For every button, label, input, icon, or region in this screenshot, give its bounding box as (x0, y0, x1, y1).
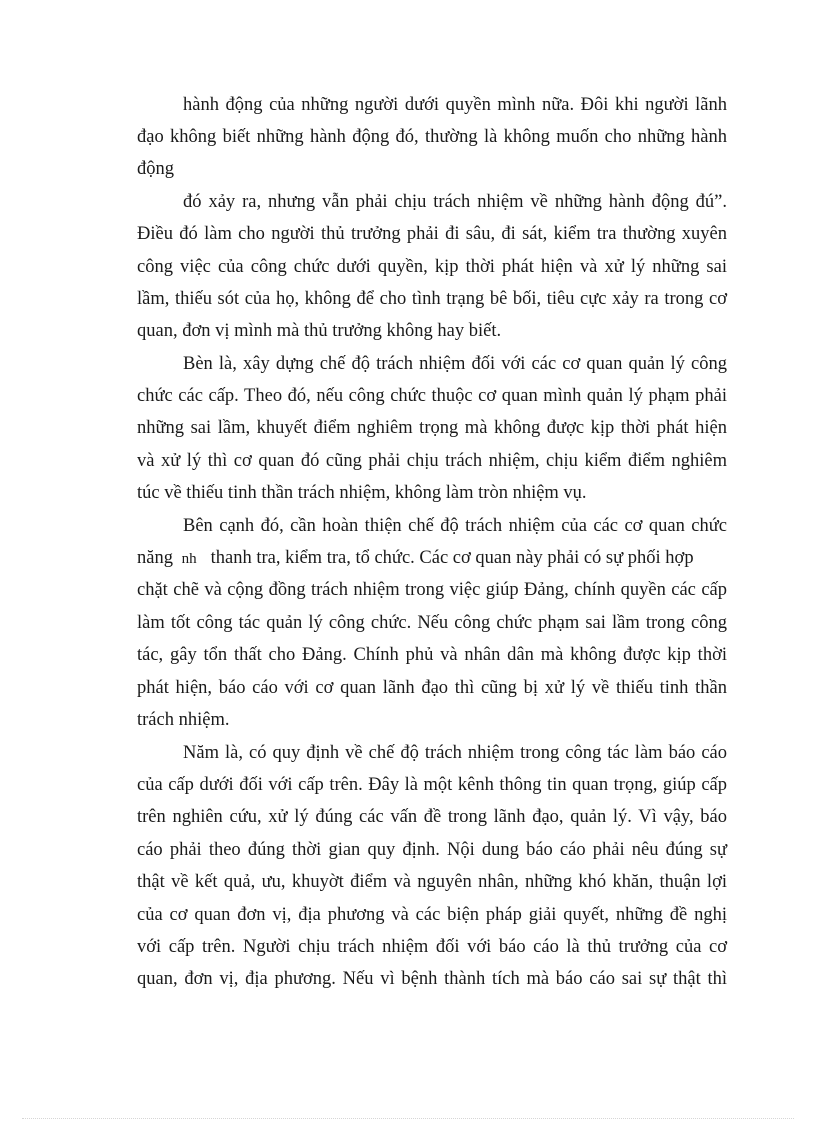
text-line: Năm là, có quy định về chế độ trách nhiệm trong công tác làm báo cáo (183, 743, 727, 763)
text-fragment: thanh tra, kiểm tra, tổ chức. Các cơ quan này phải có sự phối hợp (210, 548, 694, 568)
text-line: phát hiện, báo cáo với cơ quan lãnh đạo thì cũng bị xử lý về thiếu tinh thần (137, 678, 727, 698)
text-line: và xử lý thì cơ quan đó cũng phải chịu trách nhiệm, chịu kiểm điểm nghiêm (137, 451, 727, 471)
text-line: cáo phải theo đúng thời gian quy định. Nội dung báo cáo phải nêu đúng sự (137, 840, 727, 860)
text-line: đó xảy ra, nhưng vẫn phải chịu trách nhiệm về những hành động đú”. (183, 192, 727, 212)
text-line: chặt chẽ và cộng đồng trách nhiệm trong việc giúp Đảng, chính quyền các cấp (137, 580, 727, 600)
text-line: những sai lầm, khuyết điểm nghiêm trọng mà không được kịp thời phát hiện (137, 418, 727, 438)
text-line (137, 544, 694, 573)
text-line: Bên cạnh đó, cần hoàn thiện chế độ trách nhiệm của các cơ quan chức (183, 516, 727, 536)
text-line: tác, gây tổn thất cho Đảng. Chính phủ và nhân dân mà không được kịp thời (137, 645, 727, 665)
text-line: túc về thiếu tinh thần trách nhiệm, không làm tròn nhiệm vụ. (137, 483, 587, 503)
text-line: động (137, 159, 174, 179)
text-line: với cấp trên. Người chịu trách nhiệm đối với báo cáo là thủ trưởng của cơ (137, 937, 727, 957)
text-line: Bèn là, xây dựng chế độ trách nhiệm đối với các cơ quan quản lý công (183, 354, 727, 374)
text-line: lầm, thiếu sót của họ, không để cho tình trạng bê bối, tiêu cực xảy ra trong cơ (137, 289, 727, 309)
text-line: làm tốt công tác quản lý công chức. Nếu công chức phạm sai lầm trong công (137, 613, 727, 633)
text-fragment: năng (137, 548, 173, 568)
text-line: trên nghiên cứu, xử lý đúng các vấn đề trong lãnh đạo, quản lý. Vì vậy, báo (137, 807, 727, 827)
text-line: của cơ quan đơn vị, địa phương và các biện pháp giải quyết, những đề nghị (137, 905, 727, 925)
text-fragment: nh (181, 551, 197, 567)
text-line: trách nhiệm. (137, 710, 230, 730)
text-line: chức các cấp. Theo đó, nếu công chức thuộc cơ quan mình quản lý phạm phải (137, 386, 727, 406)
text-line: Điều đó làm cho người thủ trưởng phải đi sâu, đi sát, kiểm tra thường xuyên (137, 224, 727, 244)
text-line: quan, đơn vị, địa phương. Nếu vì bệnh thành tích mà báo cáo sai sự thật thì (137, 969, 727, 989)
text-line: công việc của công chức dưới quyền, kịp thời phát hiện và xử lý những sai (137, 257, 727, 277)
text-line: của cấp dưới đối với cấp trên. Đây là một kênh thông tin quan trọng, giúp cấp (137, 775, 727, 795)
text-line: thật về kết quả, ưu, khuyờt điểm và nguyên nhân, những khó khăn, thuận lợi (137, 872, 727, 892)
text-line: quan, đơn vị mình mà thủ trưởng không hay biết. (137, 321, 502, 341)
text-line: đạo không biết những hành động đó, thường là không muốn cho những hành (137, 127, 727, 147)
text-line: hành động của những người dưới quyền mình nữa. Đôi khi người lãnh (183, 95, 727, 115)
page-bottom-divider (22, 1118, 794, 1119)
